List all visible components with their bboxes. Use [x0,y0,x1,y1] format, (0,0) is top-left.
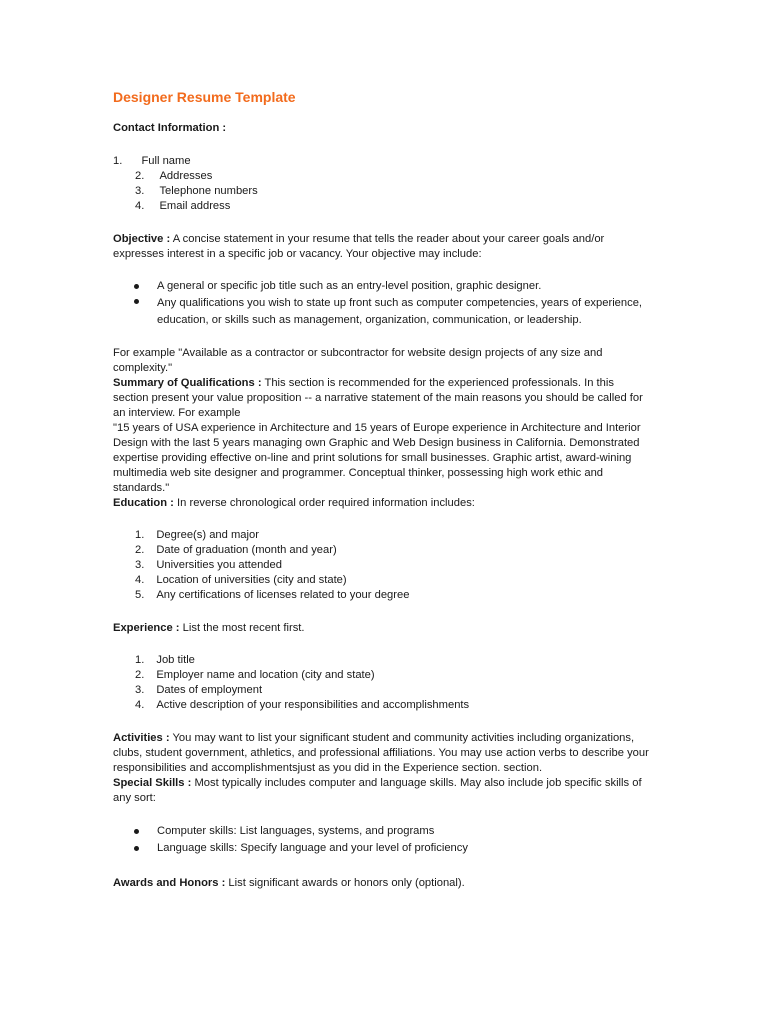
activities-line: responsibilities and accomplishmentsjust as you did in the Experience section. section. [113,762,543,774]
contact-heading [113,121,653,136]
bullet-text: education, or skills such as management, organization, communication, or leadership. [157,314,582,326]
summary-line: This section is recommended for the experienced professionals. In this [261,377,614,389]
summary-line: expertise providing effective on-line and print solutions for small businesses. Graphic artist, award-wining [113,452,632,464]
summary-line: "15 years of USA experience in Architecture and 15 years of Europe experience in Architecture and Interior [113,422,641,434]
objective-bullets [113,279,653,329]
experience-item [135,668,375,683]
experience-intro: List the most recent first. [179,622,305,634]
contact-item [135,184,258,199]
activities-label: Activities : [113,732,170,744]
education-item [135,588,409,603]
activities-line: You may want to list your significant student and community activities including organizations, [169,732,635,744]
bullet-icon [134,829,139,834]
list-number: 4. [135,200,145,212]
list-number: 2. [135,669,145,681]
experience-item [135,683,262,698]
list-text: Job title [156,654,195,666]
list-text: Employer name and location (city and state) [156,669,375,681]
experience-list [113,653,653,715]
list-number: 3. [135,185,145,197]
special-skills-bullets [113,824,653,858]
contact-item [135,169,212,184]
special-skills-line: Most typically includes computer and language skills. May also include job specific skills of [191,777,642,789]
bullet-text: Language skills: Specify language and your level of proficiency [157,842,468,854]
list-text: Dates of employment [156,684,263,696]
activities-paragraph [113,731,653,806]
experience-item [135,653,195,668]
example-line: complexity." [113,362,173,374]
awards-paragraph [113,876,653,891]
list-number: 3. [135,684,145,696]
list-number: 1. [135,654,145,666]
bullet-text: Any qualifications you wish to state up front such as computer competencies, years of experience, [157,297,643,309]
education-item [135,528,259,543]
objective-paragraph [113,232,653,262]
bullet-icon [134,284,139,289]
summary-line: an interview. For example [113,407,241,419]
education-list [113,528,653,604]
education-item [135,558,282,573]
list-text: Location of universities (city and state) [156,574,347,586]
summary-line: multimedia web site designer and programmer. Conceptual thinker, possessing high work ethic and [113,467,604,479]
education-label: Education : [113,497,174,509]
awards-text: List significant awards or honors only (optional). [225,877,465,889]
objective-line: A concise statement in your resume that tells the reader about your career goals and/or [170,233,605,245]
objective-label: Objective : [113,233,171,245]
list-number: 3. [135,559,145,571]
education-item [135,573,347,588]
bullet-text: Computer skills: List languages, systems, and programs [157,825,435,837]
objective-line: expresses interest in a specific job or vacancy. Your objective may include: [113,248,482,260]
summary-label: Summary of Qualifications : [113,377,262,389]
awards-label: Awards and Honors : [113,877,226,889]
bullet-icon [134,846,139,851]
activities-line: clubs, student government, athletics, and professional affiliations. You may use action verbs to describe your [113,747,649,759]
list-number: 2. [135,170,145,182]
list-text: Addresses [159,170,213,182]
list-text: Email address [159,200,231,212]
example-line: For example "Available as a contractor or subcontractor for website design projects of any size and [113,347,603,359]
bullet-icon [134,299,139,304]
contact-list [113,154,653,218]
list-number: 1. [135,529,145,541]
summary-line: section present your value proposition -- a narrative statement of the main reasons you should be called for [113,392,643,404]
list-text: Active description of your responsibilities and accomplishments [156,699,470,711]
special-skills-line: any sort: [113,792,156,804]
list-number: 1. [113,155,123,167]
experience-label: Experience : [113,622,180,634]
list-number: 5. [135,589,145,601]
list-number: 4. [135,574,145,586]
contact-heading-label: Contact Information : [113,122,227,134]
education-item [135,543,337,558]
bullet-text: A general or specific job title such as an entry-level position, graphic designer. [157,280,542,292]
list-text: Degree(s) and major [156,529,259,541]
list-text: Any certifications of licenses related to your degree [156,589,410,601]
education-intro: In reverse chronological order required information includes: [173,497,475,509]
list-text: Telephone numbers [159,185,258,197]
list-text: Date of graduation (month and year) [156,544,337,556]
list-number: 4. [135,699,145,711]
summary-line: standards." [113,482,170,494]
list-number: 2. [135,544,145,556]
experience-item [135,698,469,713]
document-title: Designer Resume Template [113,89,296,105]
example-paragraph [113,346,653,511]
summary-line: Design with the last 5 years managing own Graphic and Web Design business in California. Demonstrated [113,437,640,449]
experience-paragraph [113,621,653,636]
list-text: Full name [141,155,191,167]
contact-item [113,154,191,169]
contact-item [135,199,230,214]
list-text: Universities you attended [156,559,282,571]
special-skills-label: Special Skills : [113,777,192,789]
